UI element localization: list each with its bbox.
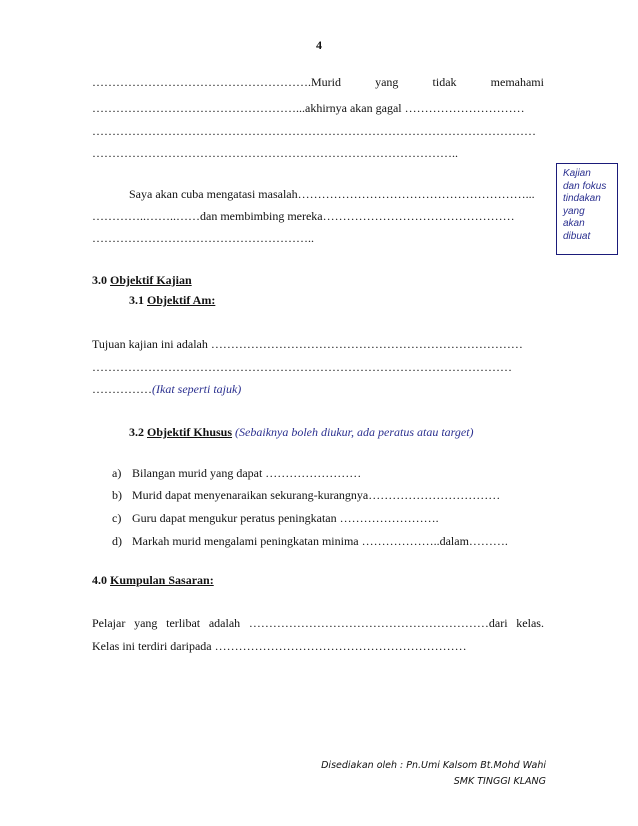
target-line-2: Kelas ini terdiri daripada ……………………………………………………… xyxy=(92,639,467,653)
footer-author: Disediakan oleh : Pn.Umi Kalsom Bt.Mohd Wahi xyxy=(321,760,546,771)
objective-text: Guru dapat mengukur peratus peningkatan ……………………. xyxy=(132,511,439,525)
section-3-title: Objektif Kajian xyxy=(110,273,192,287)
target-line-1 xyxy=(92,615,544,631)
intro-line-1 xyxy=(92,74,544,90)
objective-item xyxy=(112,533,508,549)
objective-marker: a) xyxy=(112,466,122,480)
objective-marker: b) xyxy=(112,488,122,502)
footer-school: SMK TINGGI KLANG xyxy=(453,776,546,787)
side-note-box xyxy=(556,163,618,255)
intro-word: memahami xyxy=(490,75,544,89)
objective-item xyxy=(112,510,439,526)
objective-text: Markah murid mengalami peningkatan minima ………………..dalam………. xyxy=(132,534,508,548)
target-word: kelas. xyxy=(516,616,544,630)
action-line-2: …………..……..……dan membimbing mereka………………………………………… xyxy=(92,209,515,223)
action-line-1: Saya akan cuba mengatasi masalah…………………………………………………... xyxy=(129,187,535,201)
side-note-line: tindakan xyxy=(563,193,601,204)
section-3-2-note: (Sebaiknya boleh diukur, ada peratus atau target) xyxy=(235,425,474,439)
target-word: ……………………………………………………dari xyxy=(248,616,508,630)
objective-marker: c) xyxy=(112,511,122,525)
section-3-number: 3.0 xyxy=(92,273,107,287)
objective-item xyxy=(112,465,361,481)
intro-line-3: ………………………………………………………………………………………………… xyxy=(92,124,536,138)
side-note-line: dibuat xyxy=(563,230,591,242)
aim-note: (Ikat seperti tajuk) xyxy=(152,382,242,396)
intro-word: ……………………………………………….Murid xyxy=(92,75,341,89)
section-3-2-title: Objektif Khusus xyxy=(147,425,233,439)
section-4-title: Kumpulan Sasaran: xyxy=(110,573,214,587)
intro-word: yang xyxy=(375,75,399,89)
objective-marker: d) xyxy=(112,534,122,548)
aim-line-3-dots: …………… xyxy=(92,382,152,396)
section-3-1-heading xyxy=(129,292,215,308)
intro-word: tidak xyxy=(432,75,457,89)
section-3-1-number: 3.1 xyxy=(129,293,144,307)
objective-text: Murid dapat menyenaraikan sekurang-kurangnya…………………………… xyxy=(132,488,501,502)
target-word: terlibat xyxy=(166,616,201,630)
section-3-heading xyxy=(92,272,192,288)
aim-line-1: Tujuan kajian ini adalah …………………………………………………………………… xyxy=(92,337,523,351)
side-note-line: Kajian xyxy=(563,168,591,179)
objective-item xyxy=(112,487,500,503)
aim-line-3 xyxy=(92,381,241,397)
target-word: adalah xyxy=(208,616,241,630)
aim-line-2: …………………………………………………………………………………………… xyxy=(92,360,512,374)
target-word: yang xyxy=(134,616,158,630)
side-note-line: yang xyxy=(563,205,585,217)
page-number: 4 xyxy=(316,38,322,52)
side-note-line: dan fokus xyxy=(563,180,607,192)
section-4-number: 4.0 xyxy=(92,573,107,587)
section-4-heading xyxy=(92,572,214,588)
section-3-1-title: Objektif Am: xyxy=(147,293,216,307)
intro-line-2: ……………………………………………...akhirnya akan gagal ………………………… xyxy=(92,101,525,115)
action-line-3: ……………………………………………….. xyxy=(92,231,314,245)
side-note-line: akan xyxy=(563,218,585,229)
intro-line-4: ……………………………………………………………………………….. xyxy=(92,146,458,160)
section-3-2-heading xyxy=(129,424,474,440)
section-3-2-number: 3.2 xyxy=(129,425,144,439)
target-word: Pelajar xyxy=(92,616,126,630)
objective-text: Bilangan murid yang dapat …………………… xyxy=(132,466,362,480)
